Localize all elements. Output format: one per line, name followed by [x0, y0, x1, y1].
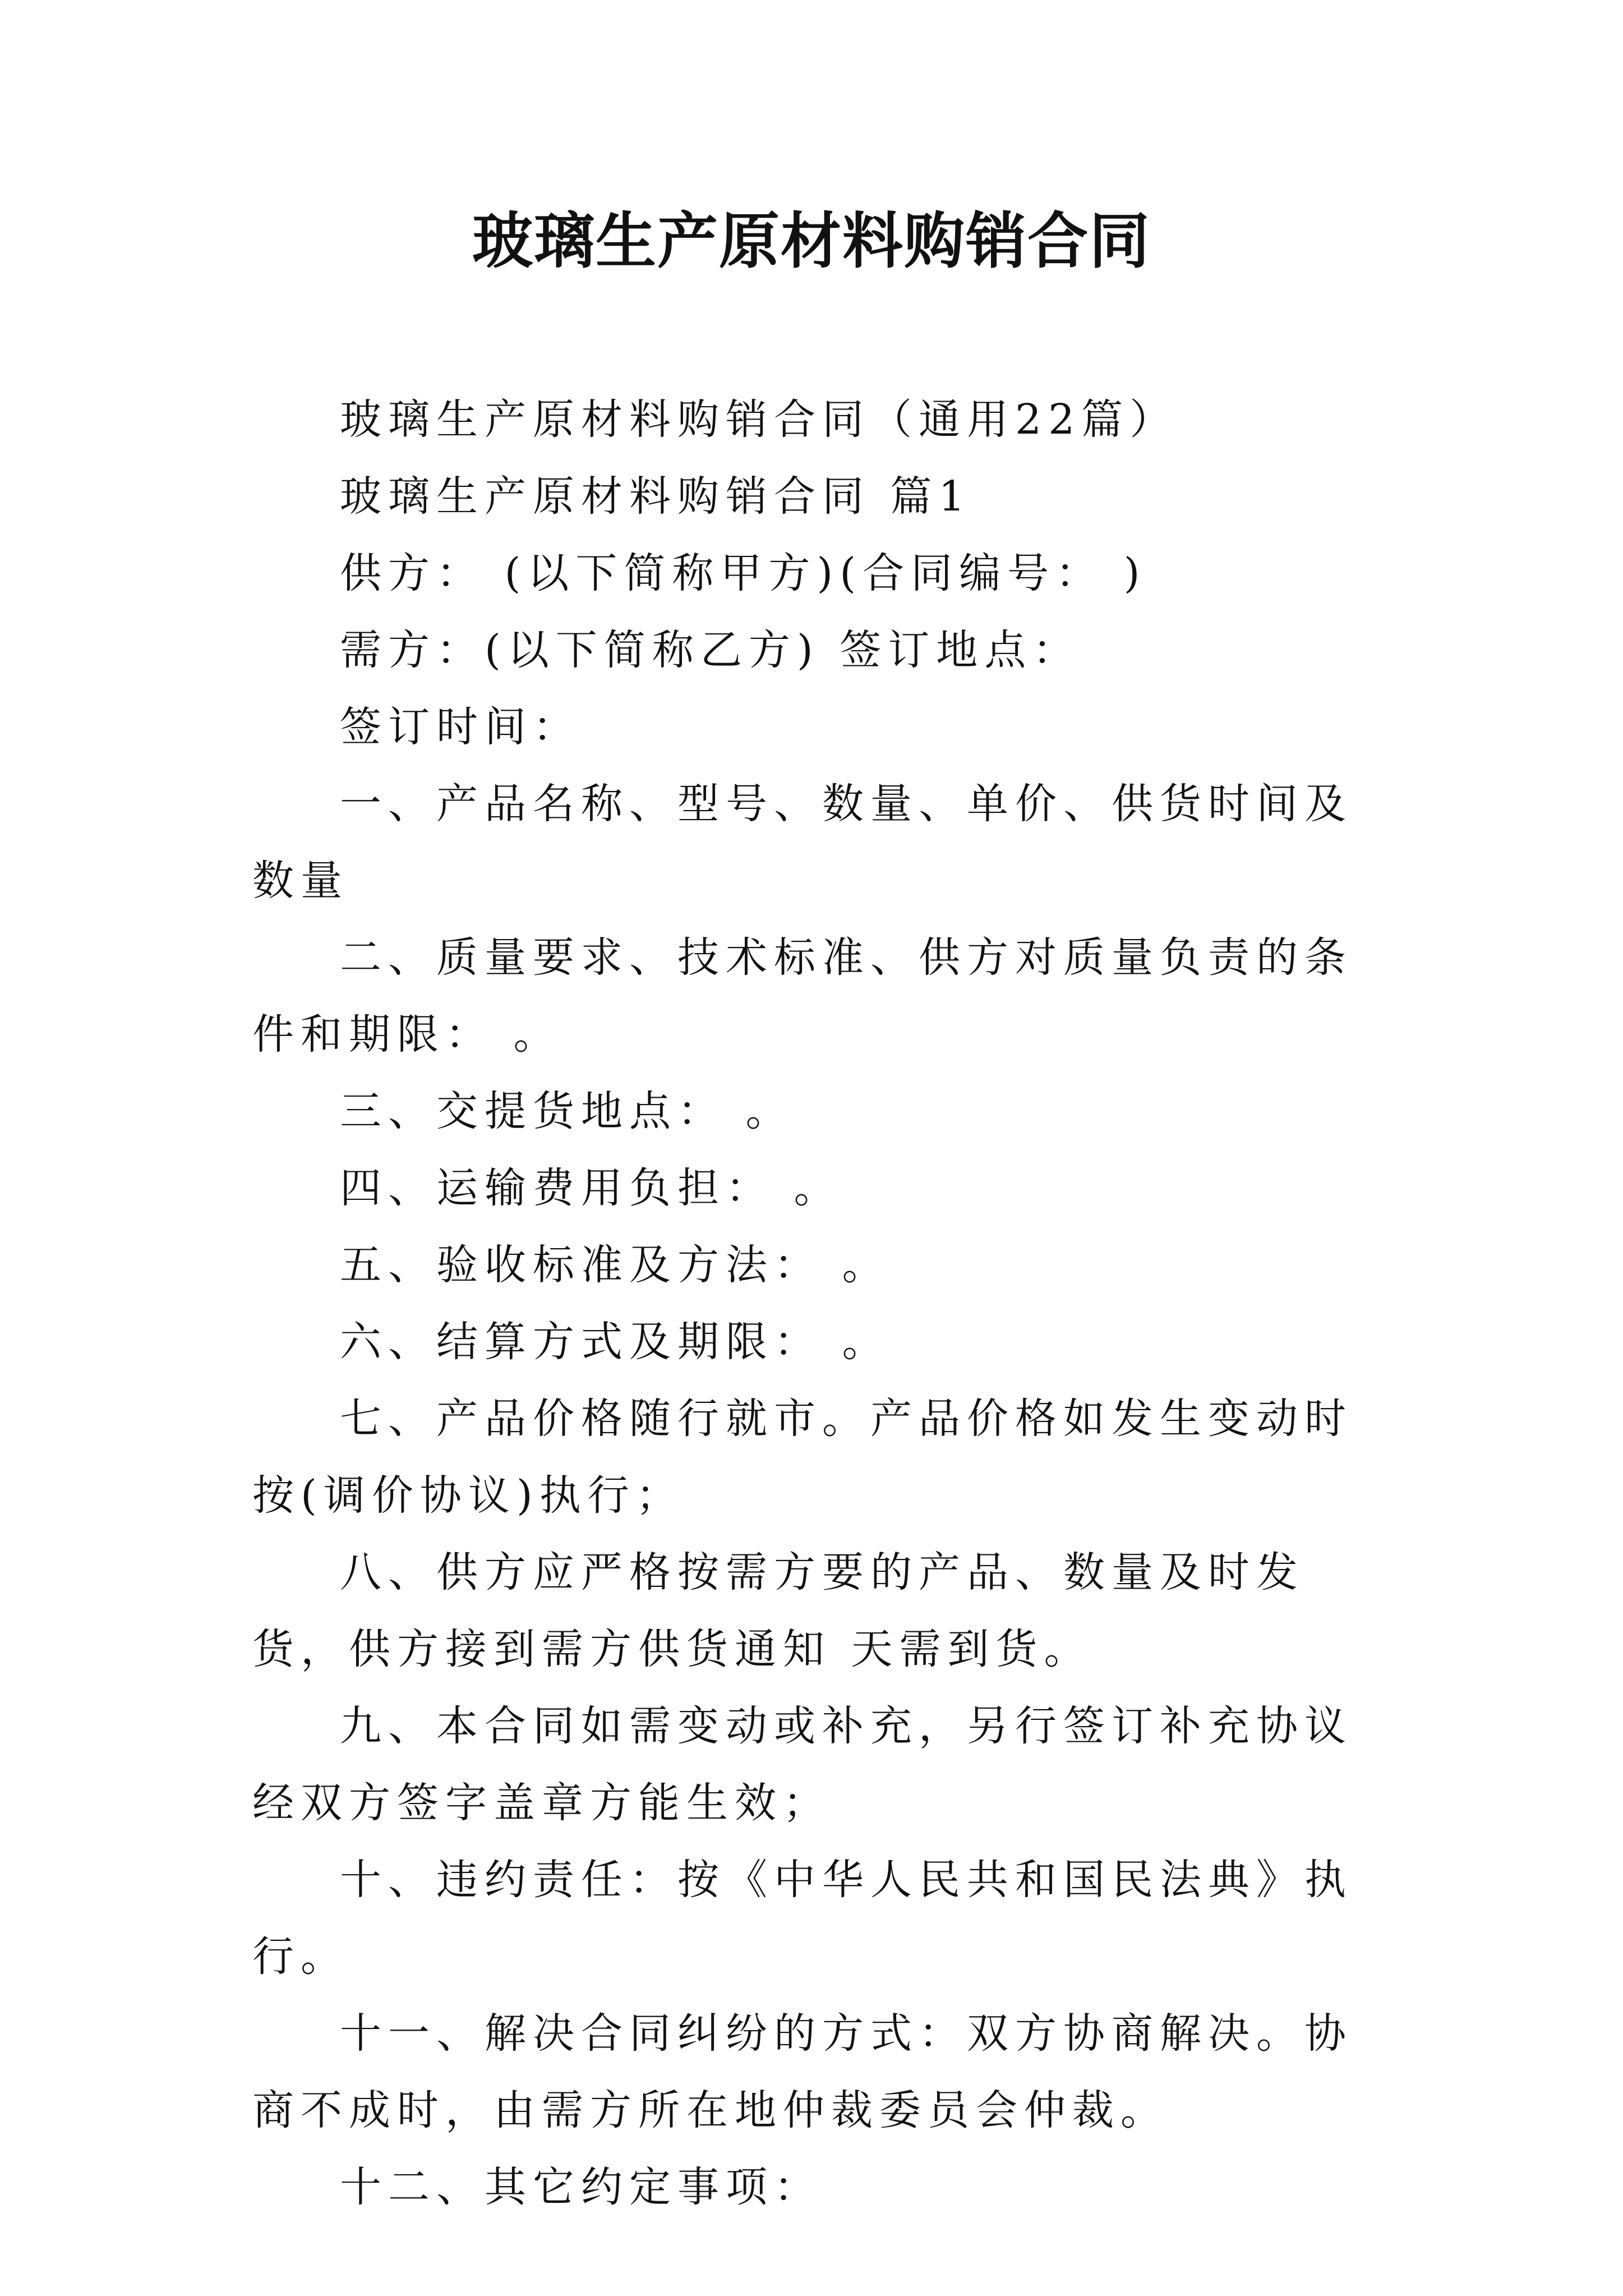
paragraph-clause-4: 四、运输费用负担： 。: [340, 1164, 842, 1212]
paragraph-clause-3: 三、交提货地点： 。: [340, 1087, 794, 1135]
paragraph-clause-8: 八、供方应严格按需方要的产品、数量及时发货，供方接到需方供货通知 天需到货。: [252, 1548, 1304, 1673]
document-title: 玻璃生产原材料购销合同: [472, 206, 1151, 277]
paragraph-sign-time: 签订时间：: [340, 703, 581, 751]
paragraph-clause-12: 十二、其它约定事项：: [340, 2163, 822, 2211]
paragraph-clause-6: 六、结算方式及期限： 。: [340, 1318, 891, 1366]
paragraph-clause-11: 十一、解决合同纠纷的方式：双方协商解决。协商不成时，由需方所在地仲裁委员会仲裁。: [252, 2009, 1353, 2134]
paragraph-supplier: 供方： (以下简称甲方)(合同编号： ): [340, 549, 1147, 597]
paragraph-buyer: 需方：(以下简称乙方) 签订地点：: [340, 626, 1081, 674]
paragraph-part-heading: 玻璃生产原材料购销合同 篇1: [340, 472, 972, 521]
paragraph-clause-10: 十、违约责任：按《中华人民共和国民法典》执行。: [252, 1856, 1353, 1981]
paragraph-clause-5: 五、验收标准及方法： 。: [340, 1241, 891, 1289]
paragraph-clause-9: 九、本合同如需变动或补充，另行签订补充协议经双方签字盖章方能生效；: [252, 1702, 1353, 1827]
paragraph-subtitle: 玻璃生产原材料购销合同（通用22篇）: [340, 395, 1178, 444]
paragraph-clause-2: 二、质量要求、技术标准、供方对质量负责的条件和期限： 。: [252, 933, 1353, 1059]
paragraph-clause-7: 七、产品价格随行就市。产品价格如发生变动时按(调价协议)执行；: [252, 1395, 1353, 1520]
paragraph-clause-1: 一、产品名称、型号、数量、单价、供货时间及数量: [252, 780, 1353, 905]
document-body: [252, 381, 1391, 2226]
